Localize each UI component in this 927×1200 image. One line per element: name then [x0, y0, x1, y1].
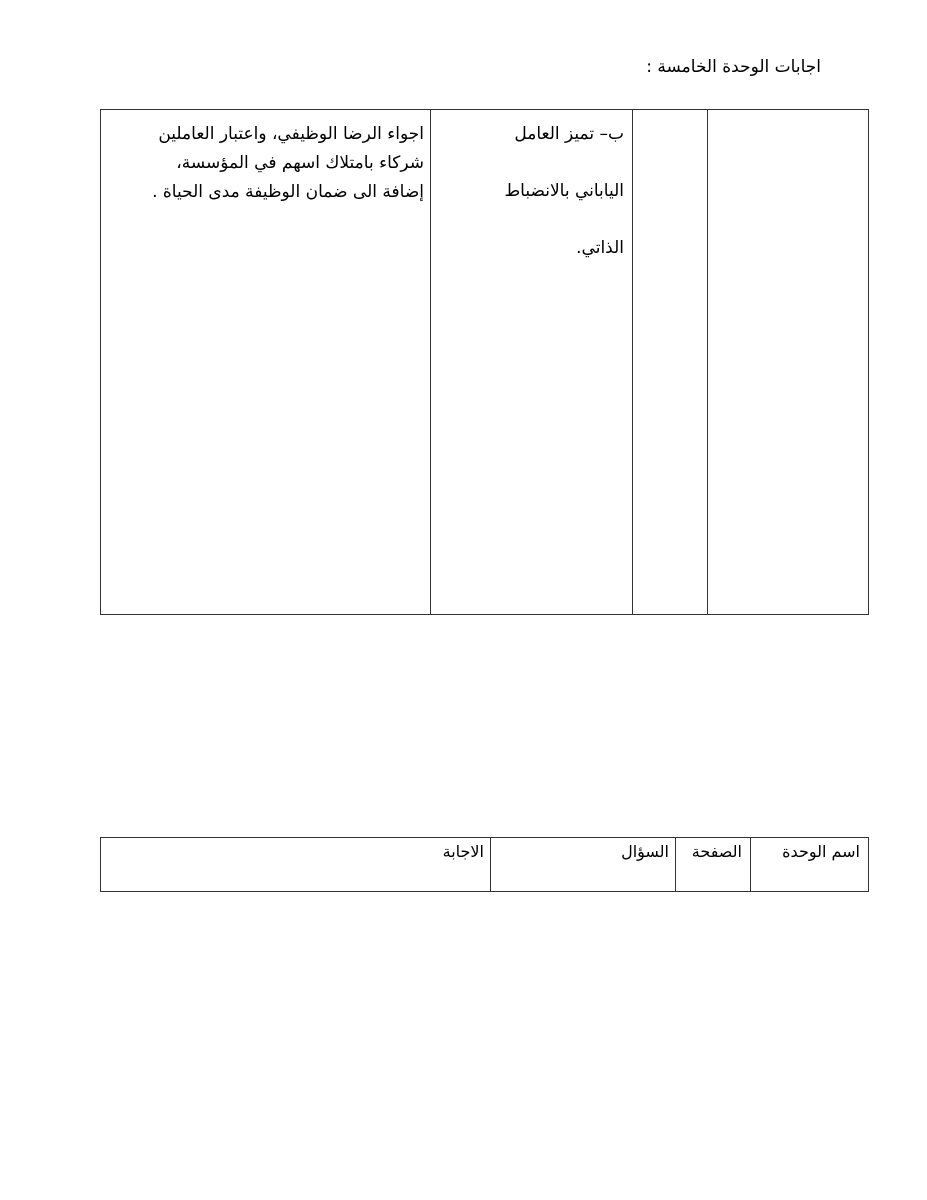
page-heading: اجابات الوحدة الخامسة :	[646, 57, 821, 77]
answers-table	[100, 109, 869, 615]
answer-line: إضافة الى ضمان الوظيفة مدى الحياة .	[152, 182, 424, 202]
answer-cell	[101, 110, 430, 614]
answer-line: شركاء بامتلاك اسهم في المؤسسة،	[176, 153, 424, 173]
header-table	[100, 837, 869, 892]
header-unit: اسم الوحدة	[782, 842, 860, 861]
question-line: ب– تميز العامل	[514, 124, 624, 144]
question-cell	[430, 110, 632, 614]
answer-line: اجواء الرضا الوظيفي، واعتبار العاملين	[158, 124, 424, 144]
header-question: السؤال	[621, 842, 669, 861]
question-line: الذاتي.	[576, 238, 624, 258]
page-cell	[632, 110, 707, 614]
unit-cell	[707, 110, 868, 614]
header-answer: الاجابة	[442, 842, 484, 861]
header-page: الصفحة	[691, 842, 742, 861]
question-line: الياباني بالانضباط	[504, 181, 624, 201]
